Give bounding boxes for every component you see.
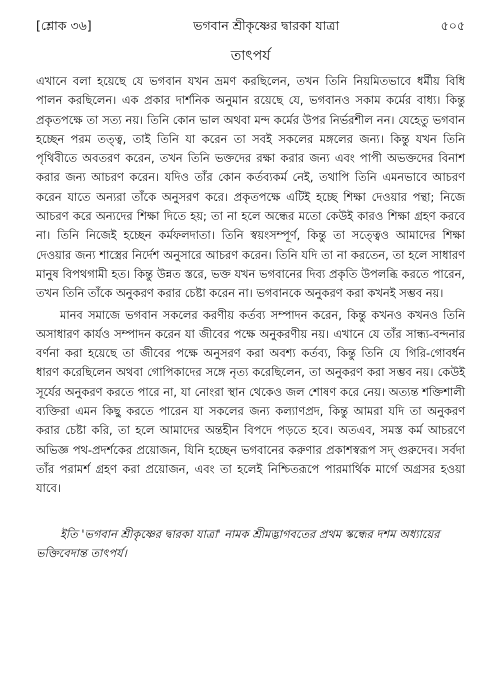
page-number: ৫০৫ (440, 18, 465, 33)
running-header (36, 18, 465, 34)
body-paragraph: মানব সমাজে ভগবান সকলের করণীয় কর্তব্য সম্পাদন করেন, কিন্তু কখনও কখনও তিনি অসাধারণ কার্যও সম্পাদন করেন যা জীবের পক্ষে অনুকরণীয় নয়। এখানে যে তাঁর সান্ধ্য-বন্দনার বর্ণনা করা হয়েছে তা জীবের পক্ষে অনুসরণ করা অবশ্য কর্তব্য, কিন্তু তিনি যে গিরি-গোবর্ধন ধারণ করেছিলেন অথবা গোপিকাদের সঙ্গে নৃত্য করেছিলেন, তা অনুকরণ করা সম্ভব নয়। কেউই সূর্যের অনুকরণ করতে পারে না, যা নোংরা স্থান থেকেও জল শোষণ করে নেয়। অত্যন্ত শক্তিশালী ব্যক্তিরা এমন কিছু করতে পারেন যা সকলের জন্য কল্যাণপ্রদ, কিন্তু আমরা যদি তা অনুকরণ করার চেষ্টা করি, তা হলে আমাদের অন্তহীন বিপদে পড়তে হবে। অতএব, সমস্ত কর্ম আচরণে অভিজ্ঞ পথ-প্রদর্শকের প্রয়োজন, যিনি হচ্ছেন ভগবানের করুণার প্রকাশস্বরূপ সদ্‌ গুরুদেব। সর্বদা তাঁর পরামর্শ গ্রহণ করা প্রয়োজন, এবং তা হলেই নিশ্চিতরূপে পারমার্থিক মার্গে অগ্রসর হওয়া যাবে। (36, 307, 465, 496)
verse-reference: [শ্লোক ৩৬] (36, 18, 92, 33)
body-paragraph: এখানে বলা হয়েছে যে ভগবান যখন ভ্রমণ করছিলেন, তখন তিনি নিয়মিতভাবে ধর্মীয় বিধি পালন করছিলেন। এক প্রকার দার্শনিক অনুমান রয়েছে যে, ভগবানও সকাম কর্মের বাধ্য। কিন্তু প্রকৃতপক্ষে তা সত্য নয়। তিনি কোন ভাল অথবা মন্দ কর্মের উপর নির্ভরশীল নন। যেহেতু ভগবান হচ্ছেন পরম তত্ত্ব, তাই তিনি যা করেন তা সবই সকলের মঙ্গলের জন্য। কিন্তু যখন তিনি পৃথিবীতে অবতরণ করেন, তখন তিনি ভক্তদের রক্ষা করার জন্য এবং পাপী অভক্তদের বিনাশ করার জন্য আচরণ করেন। যদিও তাঁর কোন কর্তব্যকর্ম নেই, তথাপি তিনি এমনভাবে আচরণ করেন যাতে অন্যরা তাঁকে অনুসরণ করে। প্রকৃতপক্ষে এটিই হচ্ছে শিক্ষা দেওয়ার পন্থা; নিজে আচরণ করে অন্যদের শিক্ষা দিতে হয়; তা না হলে অন্ধের মতো কেউই কারও শিক্ষা গ্রহণ করবে না। তিনি নিজেই হচ্ছেন কর্মফলদাতা। তিনি স্বয়ংসম্পূর্ণ, কিন্তু তা সত্ত্বেও আমাদের শিক্ষা দেওয়ার জন্য শাস্ত্রের নির্দেশ অনুসারে আচরণ করেন। তিনি যদি তা না করতেন, তা হলে সাধারণ মানুষ বিপথগামী হত। কিন্তু উন্নত স্তরে, ভক্ত যখন ভগবানের দিব্য প্রকৃতি উপলব্ধি করতে পারেন, তখন তিনি তাঁকে অনুকরণ করার চেষ্টা করেন না। ভগবানকে অনুকরণ করা কখনই সম্ভব নয়। (36, 74, 465, 301)
section-heading: তাৎপর্য (230, 48, 271, 64)
chapter-closing-note: ইতি 'ভগবান শ্রীকৃষ্ণের দ্বারকা যাত্রা' নামক শ্রীমদ্ভাগবতের প্রথম স্কন্ধের দশম অধ্যায়ের ভক্তিবেদান্ত তাৎপর্য। (36, 526, 440, 560)
chapter-title: ভগবান শ্রীকৃষ্ণের দ্বারকা যাত্রা (193, 18, 340, 33)
